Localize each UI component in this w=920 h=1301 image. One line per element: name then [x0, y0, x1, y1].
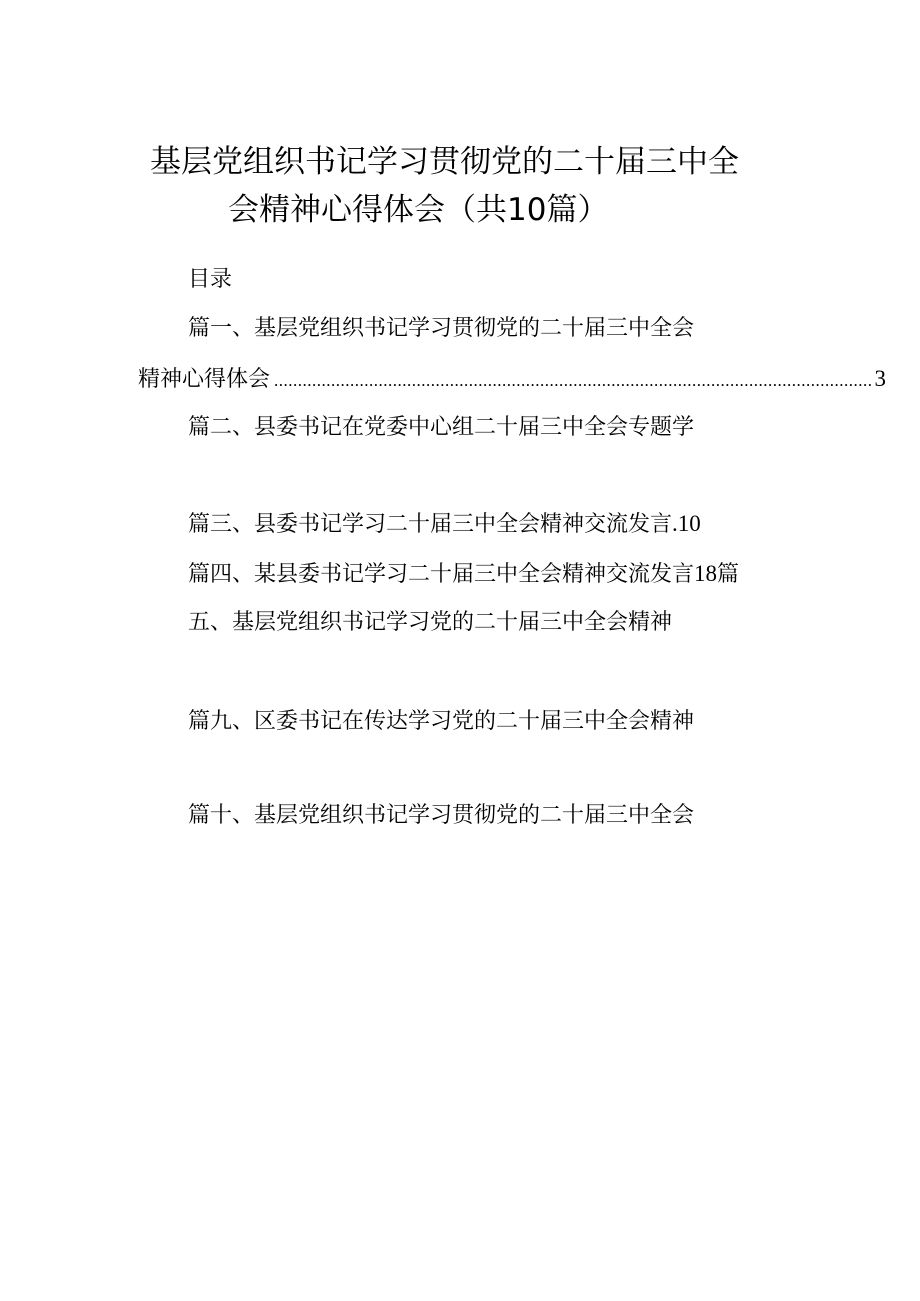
toc-item-4 — [188, 559, 739, 590]
toc-item-5: 五、基层党组织书记学习党的二十届三中全会精神 — [188, 610, 673, 635]
toc-item-1-page: 3 — [874, 366, 887, 391]
toc-dot-leader: .............................................................................................................................. — [274, 371, 873, 390]
toc-item-1-line-2 — [138, 364, 887, 396]
toc-item-4-text: 篇四、某县委书记学习二十届三中全会精神交流发言 — [188, 562, 695, 587]
toc-item-10: 篇十、基层党组织书记学习贯彻党的二十届三中全会 — [188, 803, 695, 828]
toc-heading: 目录 — [188, 267, 233, 292]
toc-item-1-line-1: 篇一、基层党组织书记学习贯彻党的二十届三中全会 — [188, 316, 695, 341]
toc-item-3-text: 篇三、县委书记学习二十届三中全会精神交流发言 — [188, 512, 673, 537]
toc-item-3 — [188, 509, 701, 540]
toc-item-3-page: .10 — [672, 511, 701, 536]
toc-item-1-text: 精神心得体会 — [138, 367, 271, 392]
document-title-line-2: 会精神心得体会（共10篇） — [228, 192, 609, 228]
toc-item-4-tail: 篇 — [717, 562, 740, 587]
toc-item-9: 篇九、区委书记在传达学习党的二十届三中全会精神 — [188, 709, 695, 734]
toc-item-2: 篇二、县委书记在党委中心组二十届三中全会专题学 — [188, 415, 695, 440]
toc-item-4-page: 18 — [694, 561, 718, 586]
document-title-line-1: 基层党组织书记学习贯彻党的二十届三中全 — [150, 144, 739, 180]
